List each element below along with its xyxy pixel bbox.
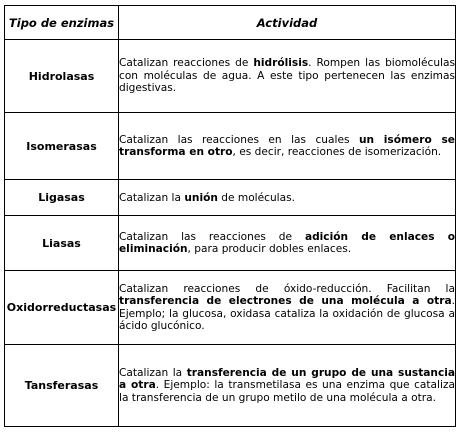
table-row xyxy=(5,113,456,180)
table-row xyxy=(5,40,456,113)
activity-bold-text: transferencia de un grupo de una sustancia a otra xyxy=(119,366,456,392)
activity-plain-text: . Ejemplo: la transmetilasa es una enzima que cataliza la transferencia de un grupo metilo de una molécula a otra. xyxy=(119,379,455,404)
header-type: Tipo de enzimas xyxy=(5,6,119,40)
activity-text xyxy=(119,283,455,333)
activity-cell xyxy=(119,113,456,180)
activity-text xyxy=(119,192,455,205)
table-header-row xyxy=(5,6,456,40)
activity-bold-text: adición de enlaces o eliminación xyxy=(119,230,456,256)
activity-plain-text: , es decir, reacciones de isomerización. xyxy=(232,146,442,159)
enzyme-types-table xyxy=(4,5,456,427)
activity-text xyxy=(119,134,455,159)
activity-plain-text: . Ejemplo; la glucosa, oxidasa cataliza la oxidación de glucosa a ácido glucónico. xyxy=(119,295,455,333)
activity-plain-text: Catalizan reacciones de óxido-reducción. Facilitan la xyxy=(119,282,455,295)
activity-text xyxy=(119,57,455,95)
activity-cell xyxy=(119,40,456,113)
enzyme-type-cell: Oxidorreductasas xyxy=(5,271,119,345)
activity-bold-text: unión xyxy=(184,191,218,204)
activity-text xyxy=(119,367,455,405)
activity-plain-text: Catalizan reacciones de xyxy=(119,57,254,70)
enzyme-type-cell: Tansferasas xyxy=(5,345,119,427)
activity-bold-text: un isómero se transforma en otro xyxy=(119,133,455,159)
activity-cell xyxy=(119,271,456,345)
table-body xyxy=(5,40,456,427)
table-row xyxy=(5,345,456,427)
header-activity: Actividad xyxy=(119,6,456,40)
activity-plain-text: de moléculas. xyxy=(217,191,296,204)
activity-plain-text: . Rompen las biomoléculas con moléculas de agua. A este tipo pertenecen las enzimas digestivas. xyxy=(119,57,455,95)
enzyme-type-cell: Hidrolasas xyxy=(5,40,119,113)
activity-text xyxy=(119,231,455,256)
activity-plain-text: Catalizan la xyxy=(119,191,185,204)
enzyme-type-cell: Liasas xyxy=(5,216,119,271)
activity-plain-text: , para producir dobles enlaces. xyxy=(187,243,352,256)
enzyme-type-cell: Ligasas xyxy=(5,180,119,216)
table-row xyxy=(5,180,456,216)
activity-plain-text: Catalizan las reacciones de xyxy=(119,230,305,243)
activity-cell xyxy=(119,216,456,271)
table-row xyxy=(5,271,456,345)
activity-cell xyxy=(119,345,456,427)
table-row xyxy=(5,216,456,271)
activity-cell xyxy=(119,180,456,216)
enzyme-type-cell: Isomerasas xyxy=(5,113,119,180)
activity-plain-text: Catalizan la xyxy=(119,366,187,379)
activity-bold-text: transferencia de electrones de una molécula a otra xyxy=(119,295,452,308)
activity-plain-text: Catalizan las reacciones en las cuales xyxy=(119,133,359,146)
activity-bold-text: hidrólisis xyxy=(253,57,309,70)
